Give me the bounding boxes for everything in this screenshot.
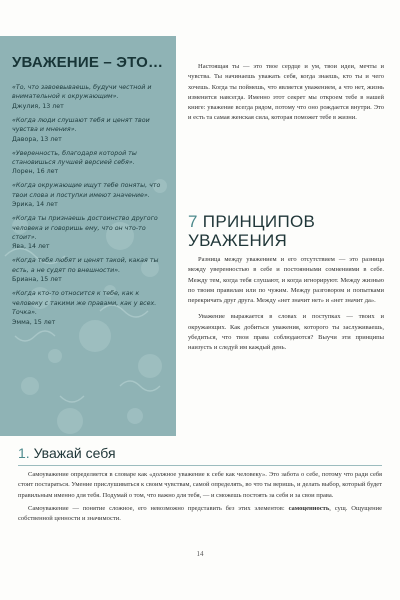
quote-text: «То, что завоевываешь, будучи честной и внимательной к окружающим». (12, 84, 152, 101)
section-number: 1. (18, 445, 30, 461)
quote-author: Джулия, 13 лет (12, 102, 64, 110)
quote-text: «Когда окружающие ищут тебе поняты, что твои слова и поступки имеют значение». (12, 182, 161, 199)
section-title (18, 445, 116, 461)
quote-author: Давора, 13 лет (12, 135, 62, 143)
quote-item (12, 83, 170, 111)
quote-author: Эмма, 15 лет (12, 318, 56, 326)
principles-column (188, 255, 384, 354)
quote-item (12, 214, 170, 251)
principles-paragraph: Уважение выражается в словах и поступках — твоих и окружающих. Как добиться уважения, которого ты заслуживаешь, убедиться, что твои права соблюдаются? Выучи эти принципы наизусть и следуй им каждый день. (188, 313, 384, 352)
quote-item (12, 149, 170, 177)
quote-author: Ява, 14 лет (12, 243, 50, 251)
sidebar-title: УВАЖЕНИЕ – ЭТО… (12, 54, 164, 71)
heading-line2: УВАЖЕНИЯ (188, 231, 288, 250)
principles-heading (188, 212, 378, 250)
quote-text: «Когда люди слушают тебя и ценят твои чувства и мнения». (12, 116, 150, 134)
principles-paragraph: Разница между уважением и его отсутствием — это разница между уверенностью в себе и постоянными сомнениями в себе. Между тем, когда тебя слушают, и когда игнорируют. Между жизнью по твоим правилам или по чужим. Между разговором и попытками перекричать друг друга. Между «нет значит нет» и «нет значит да». (188, 256, 384, 305)
heading-number: 7 (188, 212, 198, 231)
intro-paragraph: Настоящая ты — это твое сердце и ум, твои идеи, мечты и чувства. Ты начинаешь уважать себя, когда знаешь, кто ты и чего хочешь. Когда ты поймешь, что является уважением, а что нет, жизнь изменится навсегда. Именно этот секрет мы откроем тебе в нашей книге: уважение всегда рядом, потому что оно рождается внутри. Это и есть та самая женская сила, которая поможет тебе в жизни. (188, 63, 384, 122)
quote-item (12, 289, 170, 326)
quote-item (12, 256, 170, 284)
quote-text: «Когда кто-то относится к тебе, как к человеку с такими же правами, как у всех. Точка». (12, 290, 157, 317)
heading-line1: ПРИНЦИПОВ (202, 212, 316, 231)
quote-author: Эрика, 14 лет (12, 201, 58, 209)
quote-text: «Когда ты признаешь достоинство другого человека и говоришь ему, что он что-то стоит». (12, 215, 158, 242)
term-bold: самоценность (288, 504, 330, 512)
quote-author: Лорен, 16 лет (12, 168, 59, 176)
quote-item (12, 181, 170, 209)
quotes-sidebar (0, 36, 176, 436)
section-paragraph (18, 504, 382, 525)
quote-item (12, 116, 170, 144)
paragraph-text: Самоуважение — понятие сложное, его невозможно представить без этих элементов: (28, 504, 285, 512)
section-title-text: Уважай себя (33, 445, 116, 461)
quotes-list (12, 83, 170, 332)
intro-column (188, 62, 384, 124)
section-paragraph: Самоуважение определяется в словаре как «должное уважение к себе как человеку». Это забота о себе, потому что ради себя стоит постараться. Умение прислушиваться к своим чувствам, самой определять, во что ты веришь, и делать выбор, который будет правильным именно для тебя. Подумай о том, что важно для тебя, — и сможешь постоять за себя и за свои права. (18, 471, 382, 499)
section-divider (18, 465, 382, 466)
term-definition: , сущ. Ощущение собственной ценности и значимости. (18, 504, 382, 523)
section-body (18, 470, 382, 524)
quote-author: Бриана, 15 лет (12, 276, 62, 284)
quote-text: «Уверенность, благодаря которой ты становишься лучшей версией себя». (12, 149, 137, 167)
page-number: 14 (196, 550, 204, 558)
quote-text: «Когда тебя любят и ценят такой, какая ты есть, а не судят по внешности». (12, 257, 159, 274)
